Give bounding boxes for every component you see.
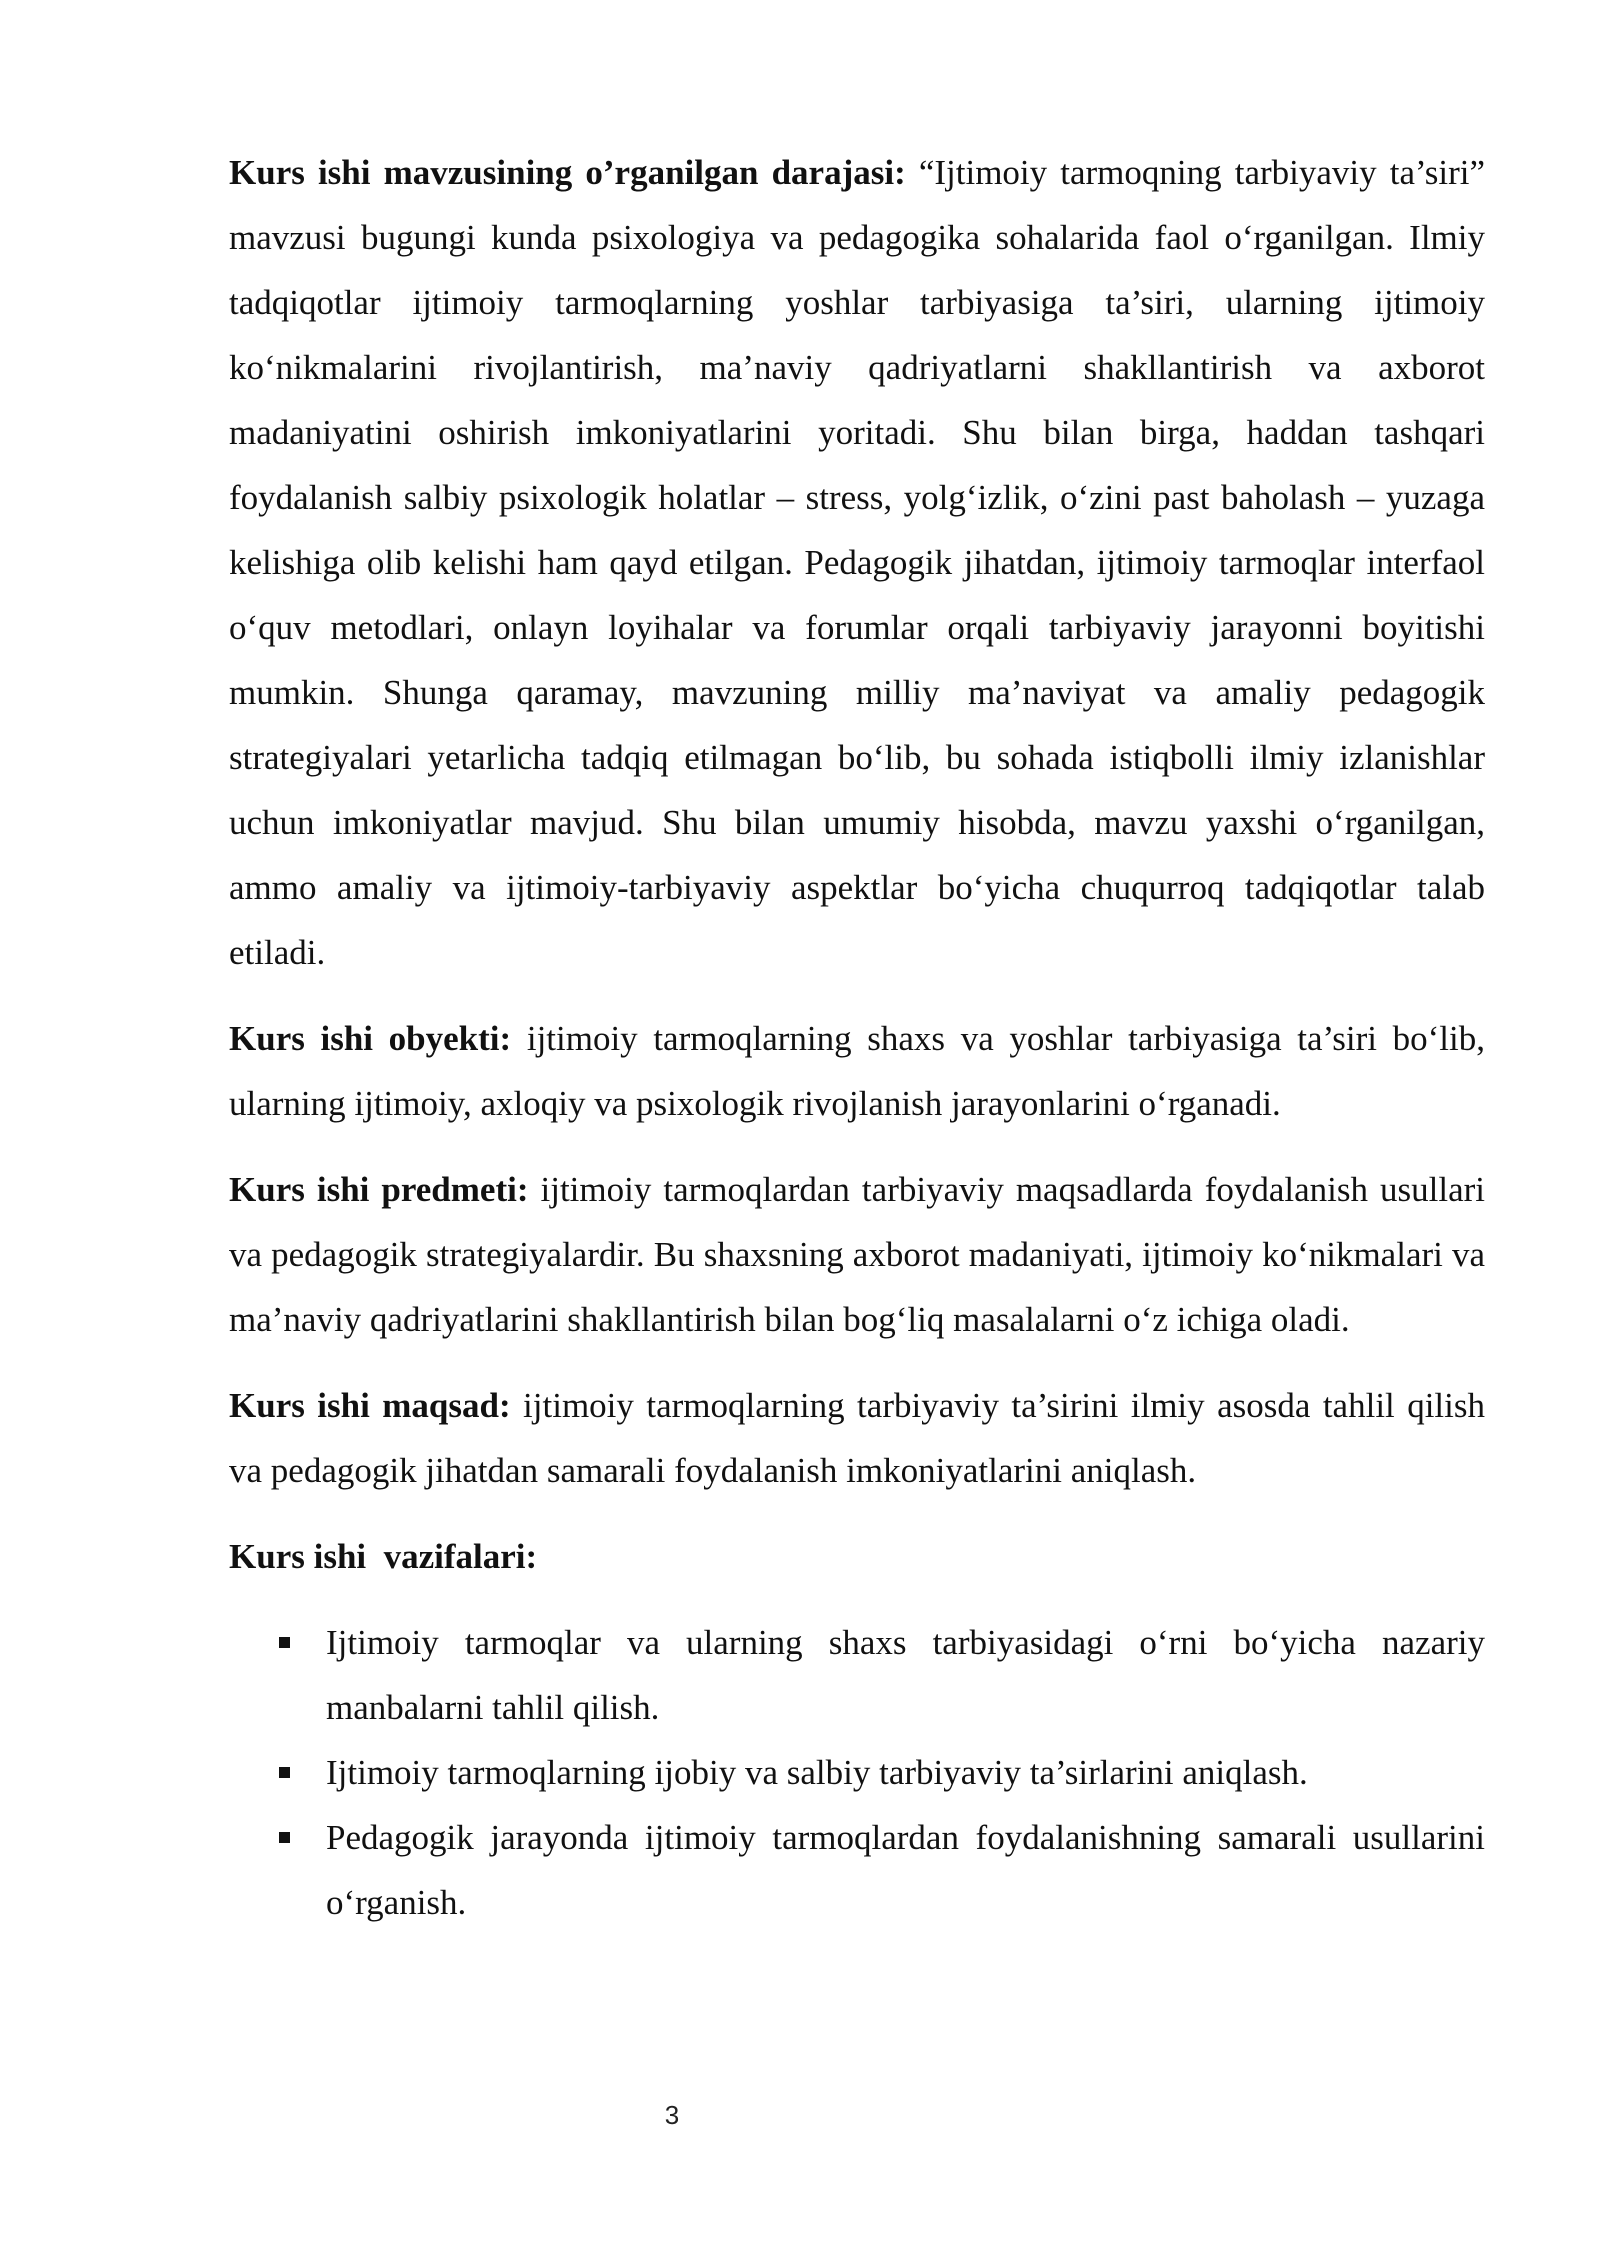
paragraph-text: ijtimoiy tarmoqlarning tarbiyaviy ta’sirini ilmiy asosda tahlil qilish va pedagogik jihatdan samarali foydalanish imkoniyatlarini aniqlash. — [229, 1386, 1485, 1490]
paragraph-label: Kurs ishi maqsad: — [229, 1386, 511, 1425]
paragraph-label: Kurs ishi mavzusining o’rganilgan darajasi: — [229, 153, 906, 192]
square-bullet-icon — [279, 1637, 290, 1648]
tasks-list — [229, 1610, 1485, 1935]
page-content — [229, 140, 1485, 1935]
paragraph-label: Kurs ishi obyekti: — [229, 1019, 512, 1058]
tasks-heading: Kurs ishi vazifalari: — [229, 1537, 538, 1576]
paragraph-study-level — [229, 140, 1485, 985]
paragraph-label: Kurs ishi predmeti: — [229, 1170, 529, 1209]
list-item-text: Ijtimoiy tarmoqlarning ijobiy va salbiy tarbiyaviy ta’sirlarini aniqlash. — [326, 1753, 1308, 1792]
paragraph-goal — [229, 1373, 1485, 1503]
paragraph-text: ijtimoiy tarmoqlarning shaxs va yoshlar tarbiyasiga ta’siri bo‘lib, ularning ijtimoiy, axloqiy va psixologik rivojlanish jarayonlarini o‘rganadi. — [229, 1019, 1485, 1123]
page-number: 3 — [664, 2100, 680, 2130]
paragraph-object — [229, 1006, 1485, 1136]
paragraph-text: “Ijtimoiy tarmoqning tarbiyaviy ta’siri” mavzusi bugungi kunda psixologiya va pedagogika sohalarida faol o‘rganilgan. Ilmiy tadqiqotlar ijtimoiy tarmoqlarning yoshlar tarbiyasiga ta’siri, ularning ijtimoiy ko‘nikmalarini rivojlantirish, ma’naviy qadriyatlarni shakllantirish va axborot madaniyatini oshirish imkoniyatlarini yoritadi. Shu bilan birga, haddan tashqari foydalanish salbiy psixologik holatlar – stress, yolg‘izlik, o‘zini past baholash – yuzaga kelishiga olib kelishi ham qayd etilgan. Pedagogik jihatdan, ijtimoiy tarmoqlar interfaol o‘quv metodlari, onlayn loyihalar va forumlar orqali tarbiyaviy jarayonni boyitishi mumkin. Shunga qaramay, mavzuning milliy ma’naviyat va amaliy pedagogik strategiyalari yetarlicha tadqiq etilmagan bo‘lib, bu sohada istiqbolli ilmiy izlanishlar uchun imkoniyatlar mavjud. Shu bilan umumiy hisobda, mavzu yaxshi o‘rganilgan, ammo amaliy va ijtimoiy-tarbiyaviy aspektlar bo‘yicha chuqurroq tadqiqotlar talab etiladi. — [229, 153, 1485, 972]
square-bullet-icon — [279, 1767, 290, 1778]
list-item-text: Ijtimoiy tarmoqlar va ularning shaxs tarbiyasidagi o‘rni bo‘yicha nazariy manbalarni tahlil qilish. — [326, 1623, 1485, 1727]
paragraph-text: ijtimoiy tarmoqlardan tarbiyaviy maqsadlarda foydalanish usullari va pedagogik strategiyalardir. Bu shaxsning axborot madaniyati, ijtimoiy ko‘nikmalari va ma’naviy qadriyatlarini shakllantirish bilan bog‘liq masalalarni o‘z ichiga oladi. — [229, 1170, 1485, 1339]
list-item-text: Pedagogik jarayonda ijtimoiy tarmoqlardan foydalanishning samarali usullarini o‘rganish. — [326, 1818, 1485, 1922]
list-item — [229, 1610, 1485, 1740]
list-item — [229, 1805, 1485, 1935]
paragraph-subject — [229, 1157, 1485, 1352]
square-bullet-icon — [279, 1832, 290, 1843]
list-item — [229, 1740, 1485, 1805]
